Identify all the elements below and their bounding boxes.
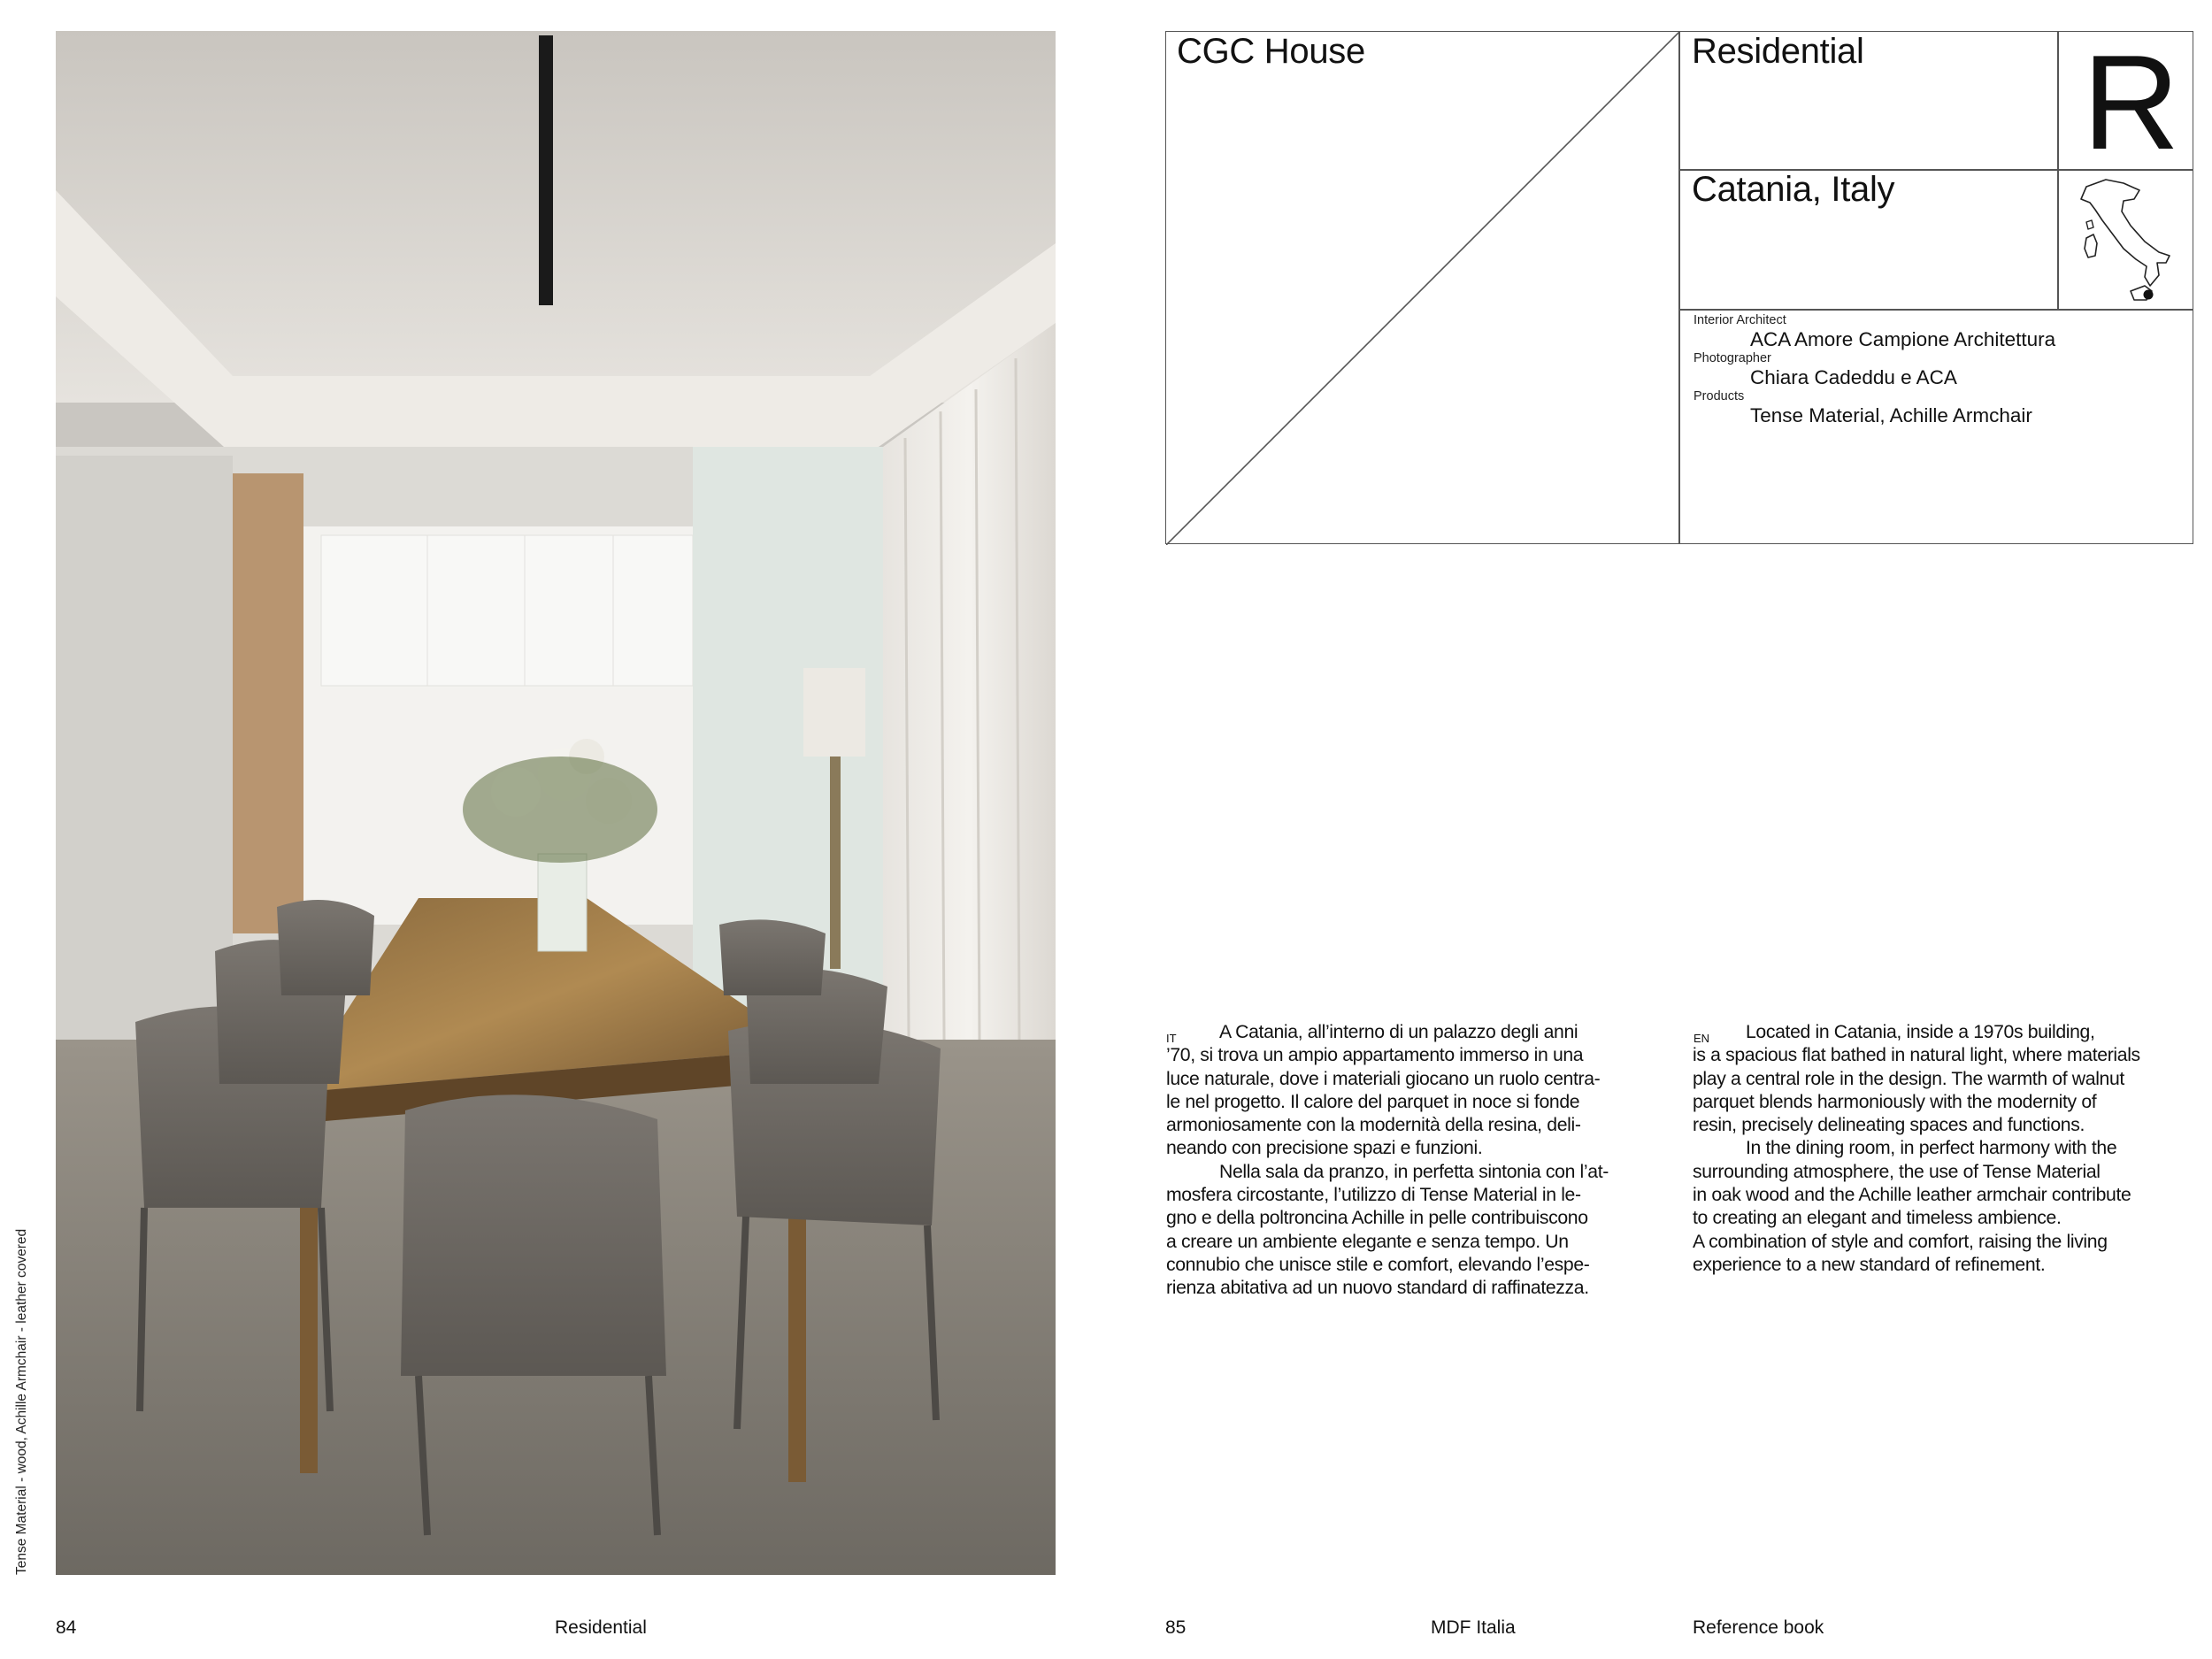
text-line: neando con precisione spazi e funzioni. bbox=[1166, 1138, 1483, 1159]
text-line: to creating an elegant and timeless ambience. bbox=[1693, 1208, 2062, 1229]
credit-label-architect: Interior Architect bbox=[1694, 313, 1786, 327]
text-line: A Catania, all’interno di un palazzo degli anni bbox=[1219, 1022, 1578, 1042]
section-name-footer: Residential bbox=[555, 1617, 647, 1638]
text-line: armoniosamente con la modernità della resina, deli- bbox=[1166, 1115, 1581, 1136]
text-line: Located in Catania, inside a 1970s building, bbox=[1746, 1022, 2095, 1042]
text-line: in oak wood and the Achille leather armchair contribute bbox=[1693, 1185, 2131, 1206]
text-line: le nel progetto. Il calore del parquet in noce si fonde bbox=[1166, 1091, 1580, 1112]
text-line: rienza abitativa ad un nuovo standard di raffinatezza. bbox=[1166, 1278, 1589, 1299]
section-letter: R bbox=[2082, 27, 2178, 178]
location-marker-icon bbox=[2144, 290, 2154, 300]
italy-map-icon bbox=[2060, 171, 2194, 308]
text-line: play a central role in the design. The warmth of walnut bbox=[1693, 1068, 2124, 1089]
credit-label-photographer: Photographer bbox=[1694, 351, 1771, 365]
credit-value-architect: ACA Amore Campione Architettura bbox=[1750, 328, 2056, 350]
text-line: A combination of style and comfort, raising the living bbox=[1693, 1231, 2108, 1252]
text-line: experience to a new standard of refinement. bbox=[1693, 1254, 2046, 1275]
body-text-english bbox=[1693, 1021, 2197, 1277]
credit-value-photographer: Chiara Cadeddu e ACA bbox=[1750, 366, 1957, 388]
text-line: luce naturale, dove i materiali giocano un ruolo centra- bbox=[1166, 1068, 1601, 1089]
text-line: Nella sala da pranzo, in perfetta sintonia con l’at- bbox=[1219, 1161, 1609, 1182]
grid-divider bbox=[1679, 309, 2193, 311]
text-line: is a spacious flat bathed in natural light, where materials bbox=[1693, 1045, 2140, 1066]
page-number-right: 85 bbox=[1165, 1617, 1187, 1638]
text-line: surrounding atmosphere, the use of Tense Material bbox=[1693, 1161, 2101, 1182]
text-line: a creare un ambiente elegante e senza tempo. Un bbox=[1166, 1231, 1569, 1252]
text-line: In the dining room, in perfect harmony with the bbox=[1746, 1138, 2117, 1159]
project-info-grid bbox=[1165, 27, 2193, 544]
category-title: Residential bbox=[1692, 32, 1864, 71]
book-title-footer: Reference book bbox=[1693, 1617, 1824, 1638]
text-line: ’70, si trova un ampio appartamento immerso in una bbox=[1166, 1045, 1584, 1066]
photo-caption: Tense Material - wood, Achille Armchair - leather covered bbox=[14, 1228, 29, 1575]
body-text-italian bbox=[1166, 1021, 1662, 1301]
text-line: parquet blends harmoniously with the modernity of bbox=[1693, 1091, 2097, 1112]
text-line: resin, precisely delineating spaces and functions. bbox=[1693, 1115, 2085, 1136]
text-line: gno e della poltroncina Achille in pelle contribuiscono bbox=[1166, 1208, 1588, 1229]
language-tag-it: IT bbox=[1166, 1032, 1177, 1045]
location-title: Catania, Italy bbox=[1692, 170, 1895, 209]
credit-value-products: Tense Material, Achille Armchair bbox=[1750, 404, 2032, 426]
grid-divider bbox=[2057, 32, 2059, 311]
brand-name-footer: MDF Italia bbox=[1431, 1617, 1516, 1638]
grid-divider bbox=[1678, 32, 1680, 543]
page-number-left: 84 bbox=[56, 1617, 77, 1638]
credit-label-products: Products bbox=[1694, 389, 1745, 403]
text-line: connubio che unisce stile e comfort, elevando l’espe- bbox=[1166, 1254, 1590, 1275]
dining-room-photo bbox=[56, 31, 1056, 1575]
text-line: mosfera circostante, l’utilizzo di Tense Material in le- bbox=[1166, 1185, 1581, 1206]
language-tag-en: EN bbox=[1694, 1032, 1710, 1045]
diagonal-divider bbox=[1166, 32, 1679, 545]
photo-illustration bbox=[56, 31, 1056, 1575]
project-title: CGC House bbox=[1177, 32, 1365, 71]
